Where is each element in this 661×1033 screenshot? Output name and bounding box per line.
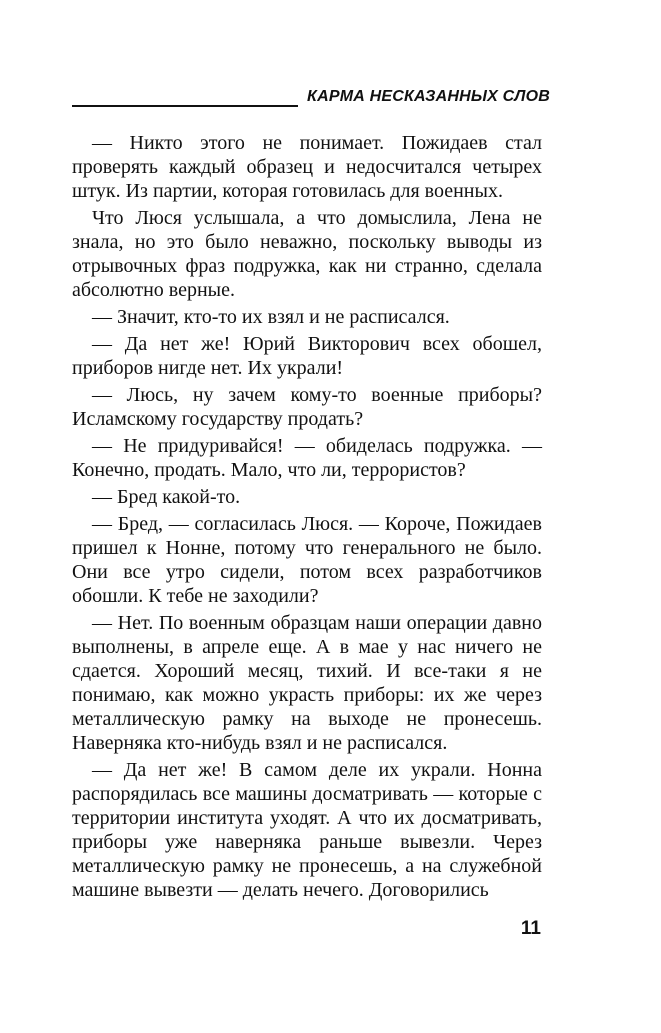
paragraph: — Да нет же! Юрий Викторович всех обошел, приборов нигде нет. Их украли!	[72, 333, 542, 379]
paragraph: — Люсь, ну зачем кому-то военные приборы? Исламскому государству продать?	[72, 384, 542, 430]
paragraph: — Да нет же! В самом деле их украли. Нонна распорядилась все машины досматривать — которые с территории института уходят. А что их досматривать, приборы уже наверняка раньше вывезли. Через металлическую рамку не пронесешь, а на служебной машине вывезти — делать нечего. Договорились	[72, 759, 542, 901]
body-text	[72, 131, 542, 905]
page-number: 11	[520, 918, 541, 939]
paragraph: — Значит, кто-то их взял и не расписался.	[92, 306, 450, 328]
header-rule	[72, 105, 298, 107]
paragraph: — Никто этого не понимает. Пожидаев стал проверять каждый образец и недосчитался четырех штук. Из партии, которая готовилась для военных.	[72, 132, 542, 202]
paragraph: — Не придуривайся! — обиделась подружка. — Конечно, продать. Мало, что ли, террористов?	[72, 435, 542, 481]
paragraph: Что Люся услышала, а что домыслила, Лена не знала, но это было неважно, поскольку выводы из отрывочных фраз подружка, как ни странно, сделала абсолютно верные.	[72, 207, 542, 301]
book-title: КАРМА НЕСКАЗАННЫХ СЛОВ	[307, 88, 550, 105]
running-head	[72, 88, 550, 112]
paragraph: — Бред, — согласилась Люся. — Короче, Пожидаев пришел к Нонне, потому что генерального не было. Они все утро сидели, потом всех разработчиков обошли. К тебе не заходили?	[72, 513, 542, 607]
paragraph: — Бред какой-то.	[92, 486, 241, 508]
paragraph: — Нет. По военным образцам наши операции давно выполнены, в апреле еще. А в мае у нас ничего не сдается. Хороший месяц, тихий. И все-таки я не понимаю, как можно украсть приборы: их же через металлическую рамку на выходе не пронесешь. Наверняка кто-нибудь взял и не расписался.	[72, 612, 542, 754]
